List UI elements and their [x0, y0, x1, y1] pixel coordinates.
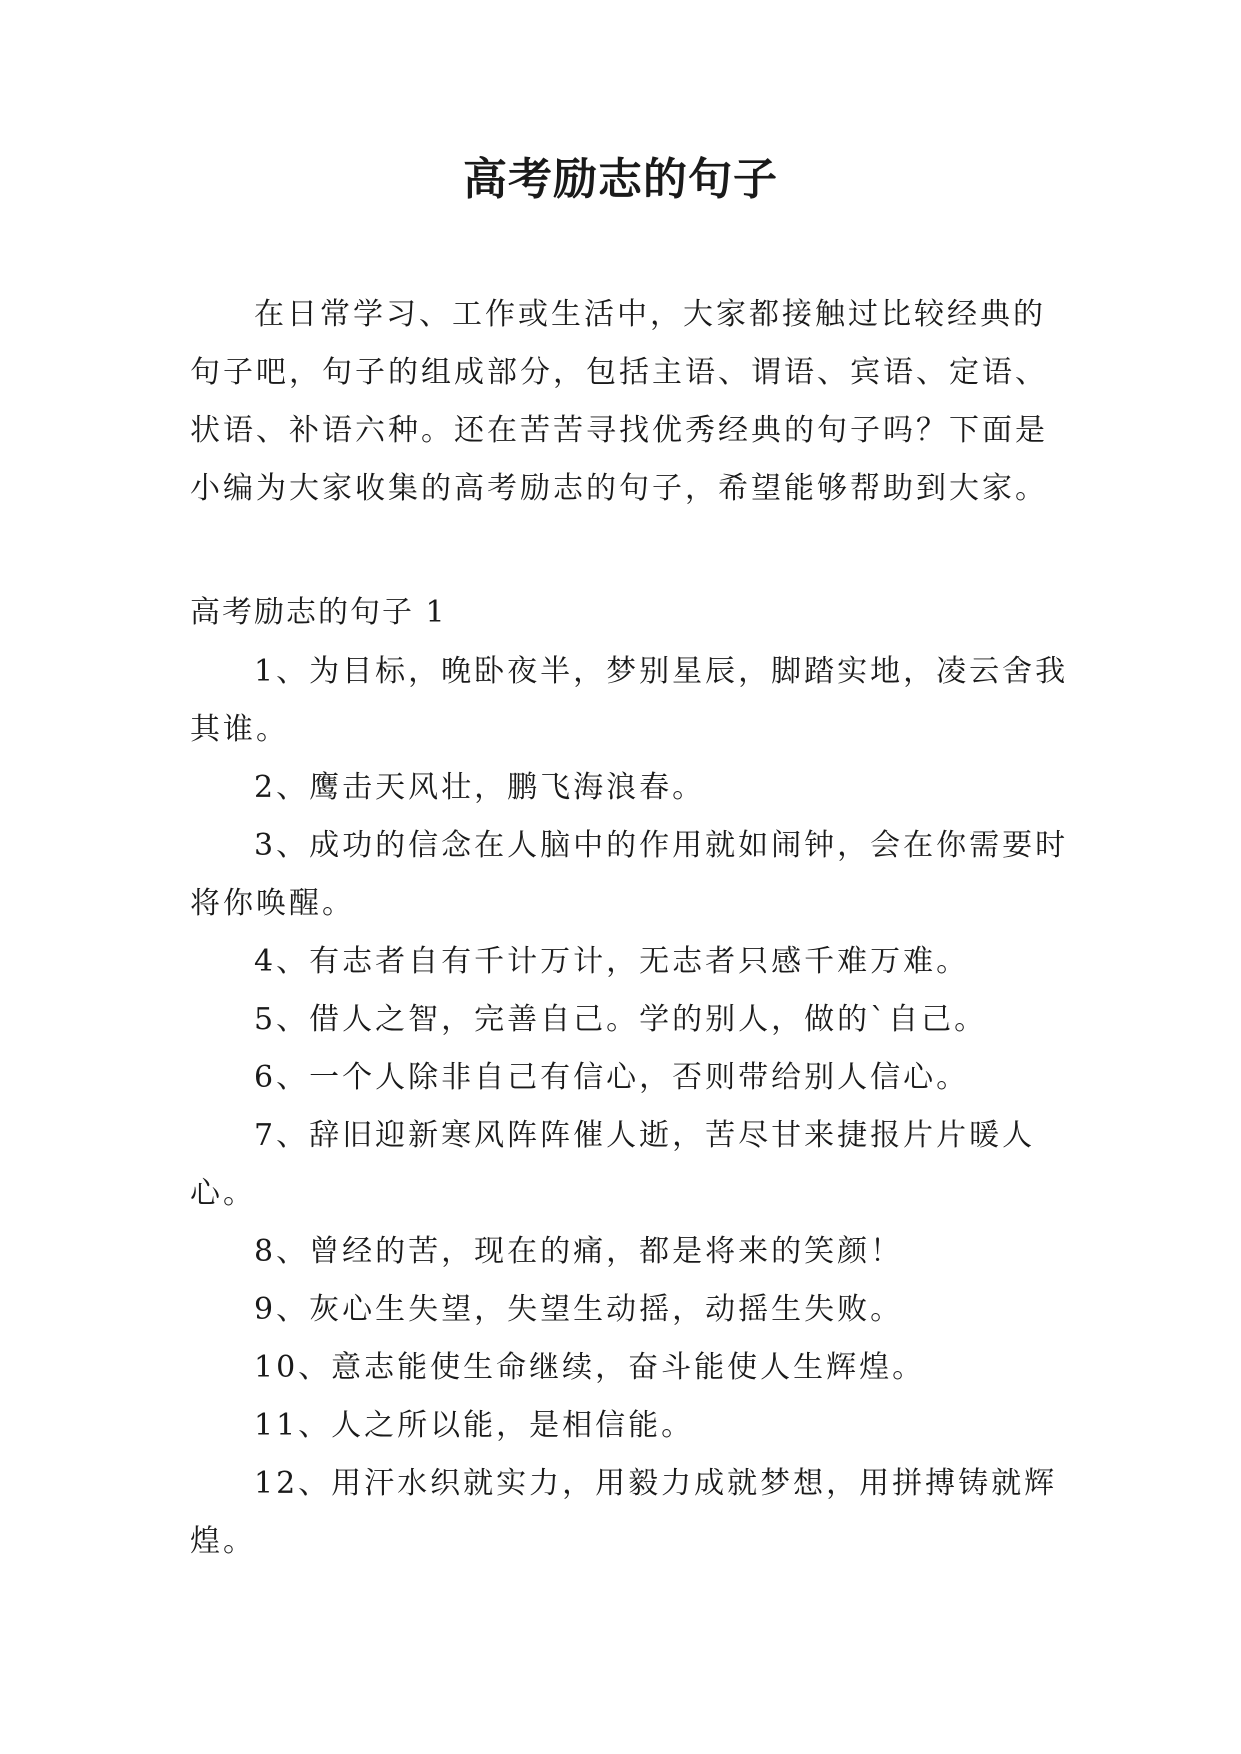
quote-item: 3、成功的信念在人脑中的作用就如闹钟，会在你需要时将你唤醒。	[190, 828, 1069, 921]
quote-item: 4、有志者自有千计万计，无志者只感千难万难。	[254, 944, 970, 979]
quote-item: 11、人之所以能，是相信能。	[254, 1408, 695, 1443]
page-title: 高考励志的句子	[463, 154, 778, 205]
quote-item: 5、借人之智，完善自己。学的别人，做的`自己。	[254, 1002, 988, 1037]
quote-item: 8、曾经的苦，现在的痛，都是将来的笑颜！	[254, 1234, 904, 1269]
intro-paragraph: 在日常学习、工作或生活中，大家都接触过比较经典的句子吧，句子的组成部分，包括主语、谓语、宾语、定语、状语、补语六种。还在苦苦寻找优秀经典的句子吗？下面是小编为大家收集的高考励志的句子，希望能够帮助到大家。	[190, 297, 1048, 506]
quote-item: 2、鹰击天风壮，鹏飞海浪春。	[254, 770, 706, 805]
quote-item: 1、为目标，晚卧夜半，梦别星辰，脚踏实地，凌云舍我其谁。	[190, 654, 1069, 747]
quote-item: 12、用汗水织就实力，用毅力成就梦想，用拼搏铸就辉煌。	[190, 1466, 1058, 1559]
quote-item: 6、一个人除非自己有信心，否则带给别人信心。	[254, 1060, 970, 1095]
quote-item: 9、灰心生失望，失望生动摇，动摇生失败。	[254, 1292, 904, 1327]
quote-item: 10、意志能使生命继续，奋斗能使人生辉煌。	[254, 1350, 926, 1385]
section-heading: 高考励志的句子 1	[190, 595, 447, 630]
quote-list	[190, 643, 1070, 1571]
quote-item: 7、辞旧迎新寒风阵阵催人逝，苦尽甘来捷报片片暖人心。	[190, 1118, 1036, 1211]
